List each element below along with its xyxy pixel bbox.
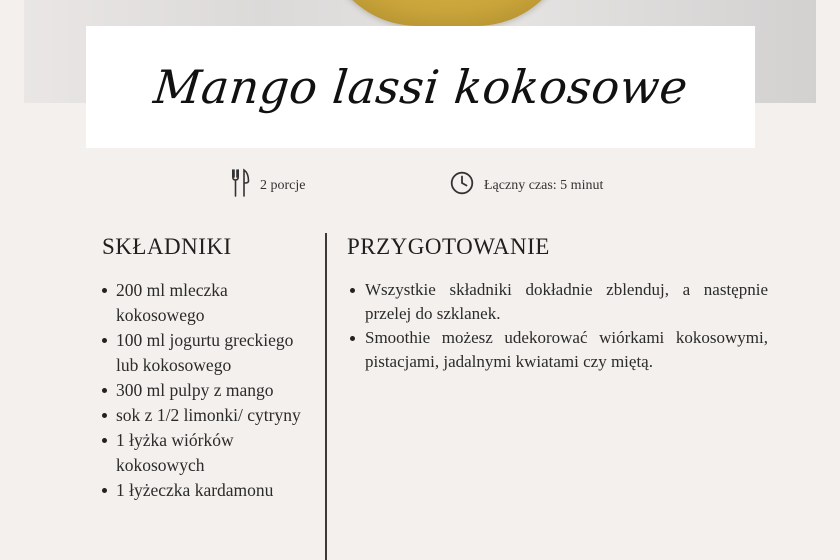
- mango-lassi-glass: [322, 0, 572, 26]
- ingredients-heading: SKŁADNIKI: [102, 234, 232, 259]
- ingredient-item: 1 łyżka wiórków kokosowych: [100, 428, 315, 478]
- preparation-step: Smoothie możesz udekorować wiórkami kokosowymi, pistacjami, jadalnymi kwiatami czy miętą.: [347, 326, 768, 374]
- time-text: Łączny czas: 5 minut: [484, 177, 604, 193]
- clock-icon: [450, 171, 474, 200]
- recipe-meta: [0, 168, 840, 198]
- ingredient-item: 300 ml pulpy z mango: [100, 378, 315, 403]
- recipe-title: Mango lassi kokosowe: [150, 60, 691, 114]
- ingredient-item: sok z 1/2 limonki/ cytryny: [100, 403, 315, 428]
- preparation-heading: PRZYGOTOWANIE: [347, 234, 550, 259]
- ingredient-item: 200 ml mleczka kokosowego: [100, 278, 315, 328]
- column-divider: [325, 233, 327, 560]
- servings-text: 2 porcje: [260, 177, 306, 193]
- ingredients-list: [100, 278, 315, 503]
- servings-info: [232, 168, 305, 203]
- title-card: [86, 26, 755, 148]
- fork-knife-icon: [232, 168, 250, 203]
- ingredient-item: 100 ml jogurtu greckiego lub kokosowego: [100, 328, 315, 378]
- preparation-steps: [347, 278, 768, 374]
- preparation-step: Wszystkie składniki dokładnie zblenduj, a następnie przelej do szklanek.: [347, 278, 768, 326]
- ingredient-item: 1 łyżeczka kardamonu: [100, 478, 315, 503]
- time-info: [450, 171, 603, 200]
